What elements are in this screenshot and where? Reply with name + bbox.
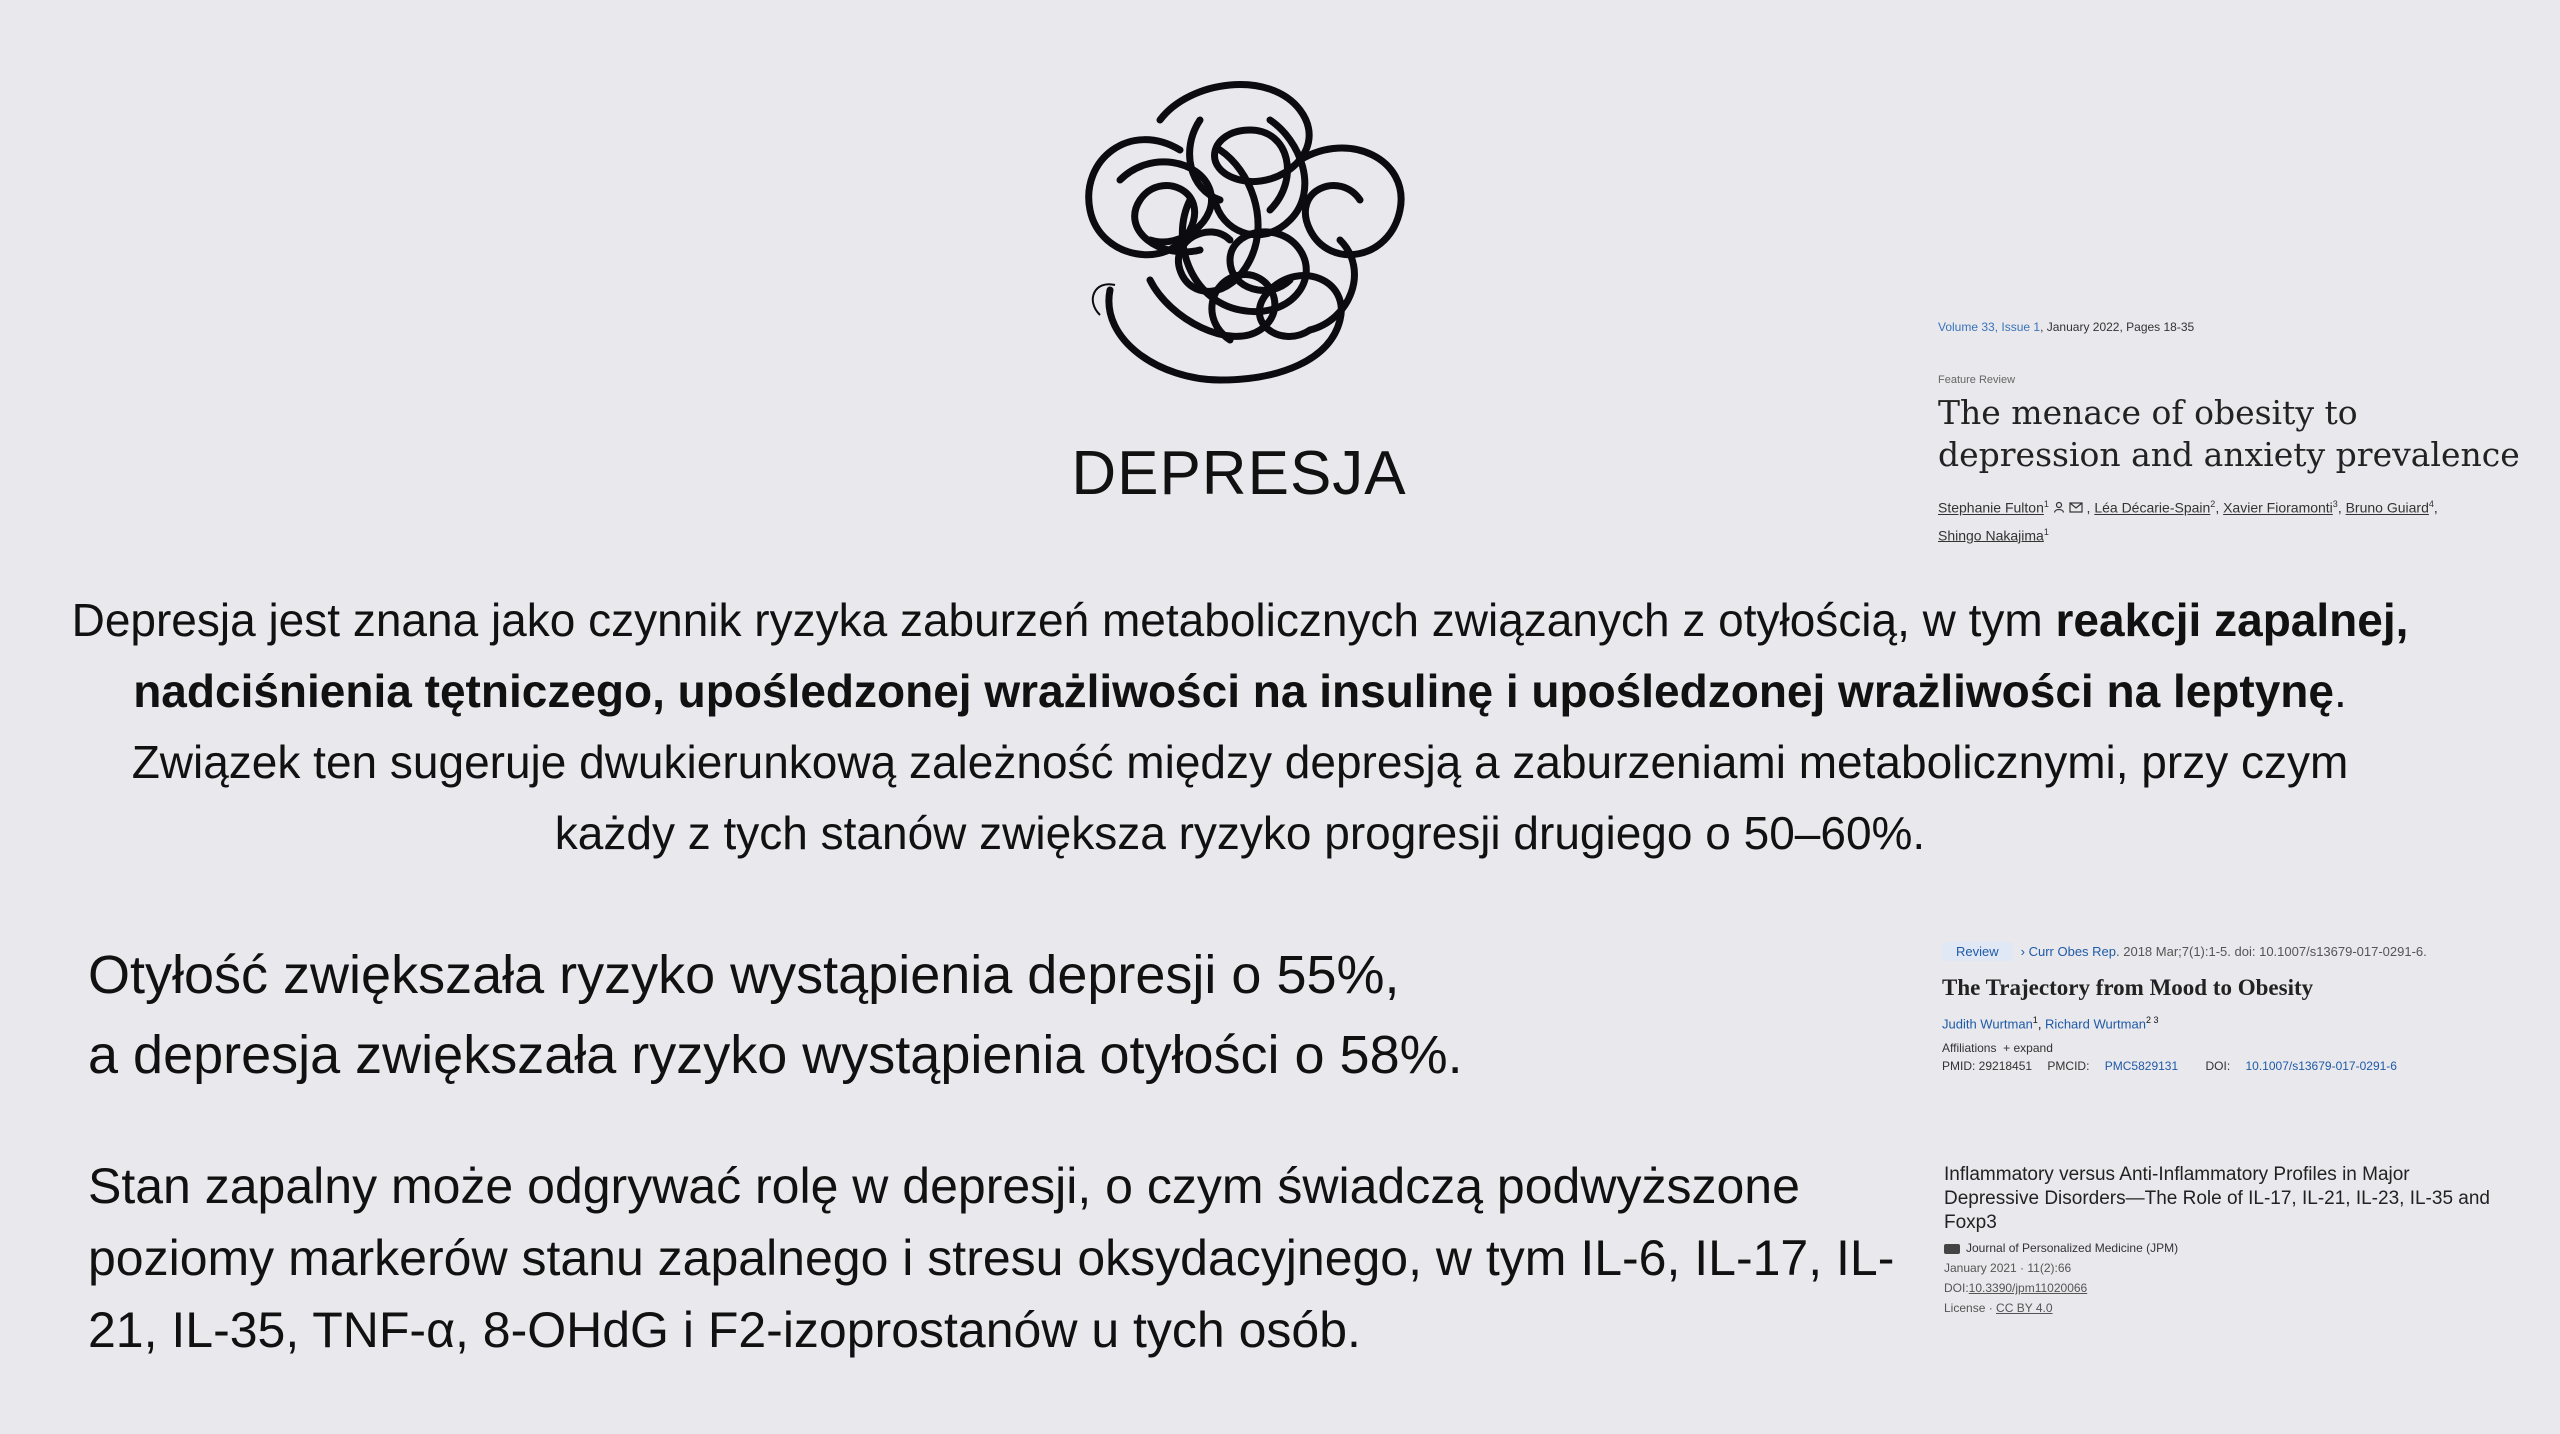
ref1-author-link[interactable]: Léa Décarie-Spain (2094, 499, 2211, 516)
mail-icon[interactable] (2069, 500, 2087, 516)
tangled-scribble-illustration (1040, 60, 1440, 410)
ref2-affiliations-label: Affiliations (1942, 1041, 1997, 1056)
ref2-affiliations (1942, 1041, 2552, 1055)
intro-text-1: Depresja jest znana jako czynnik ryzyka zaburzeń metabolicznych związanych z otyłością, w tym (71, 594, 2056, 646)
inflammation-paragraph: Stan zapalny może odgrywać rolę w depresji, o czym świadczą podwyższone poziomy markerów stanu zapalnego i stresu oksydacyjnego, w tym IL-6, IL-17, IL-21, IL-35, TNF-α, 8-OHdG i F2-izoprostanów u tych osób. (88, 1158, 1895, 1358)
ref3-license-label: License · (1944, 1301, 1997, 1315)
stat-line-1: Otyłość zwiększała ryzyko wystąpienia depresji o 55%, (88, 945, 1400, 1005)
intro-text-2: . Związek ten sugeruje dwukierunkową zależność między depresją a zaburzeniami metabolicznymi, przy czym każdy z tych stanów zwiększa ryzyko progresji drugiego o 50–60%. (131, 665, 2349, 859)
ref3-date: January 2021 · 11(2):66 (1944, 1261, 2072, 1275)
ref1-author-sup: 1 (2043, 499, 2049, 509)
ref2-doi-label: DOI: (2205, 1059, 2231, 1074)
ref1-volume-link[interactable]: Volume 33, Issue 1 (1938, 320, 2041, 334)
stat-line-2: a depresja zwiększała ryzyko wystąpienia otyłości o 58%. (88, 1025, 1463, 1085)
ref1-author-link[interactable]: Shingo Nakajima (1938, 527, 2044, 544)
ref2-author-sup: 1 (2032, 1015, 2038, 1025)
ref1-author-link[interactable]: Stephanie Fulton (1938, 499, 2044, 516)
ref2-author-sup: 2 3 (2145, 1015, 2159, 1025)
reference-card-obesity-anxiety (1938, 320, 2548, 547)
intro-paragraph (70, 585, 2410, 869)
ref3-journal-name: Journal of Personalized Medicine (JPM) (1966, 1241, 2179, 1255)
ref2-journal-link[interactable]: Curr Obes Rep (2028, 944, 2117, 959)
ref1-author-sup: 4 (2428, 499, 2434, 509)
ref1-title: The menace of obesity to depression and anxiety prevalence (1938, 393, 2520, 474)
ref2-citation: . 2018 Mar;7(1):1-5. doi: 10.1007/s13679-017-0291-6. (2116, 944, 2427, 959)
ref2-pmid: PMID: 29218451 (1942, 1059, 2033, 1074)
journal-logo-icon (1944, 1244, 1960, 1254)
ref2-authors: Judith Wurtman$^1$, Richard Wurtman$^{2 3}$ (1942, 1015, 2159, 1032)
ref2-title: The Trajectory from Mood to Obesity (1942, 975, 2314, 1000)
ref3-title: Inflammatory versus Anti-Inflammatory Profiles in Major Depressive Disorders—The Role of IL-17, IL-21, IL-23, IL-35 and Foxp3 (1944, 1164, 2490, 1233)
ref1-author-link[interactable]: Xavier Fioramonti (2223, 499, 2333, 516)
ref2-citation-line (1942, 942, 2552, 961)
ref1-author-link[interactable]: Bruno Guiard (2345, 499, 2429, 516)
ref1-article-type: Feature Review (1938, 374, 2016, 386)
ref3-doi-link[interactable]: 10.3390/jpm11020066 (1968, 1281, 2088, 1295)
slide-title: DEPRESJA (1071, 439, 1407, 508)
ref3-journal (1944, 1241, 2504, 1255)
ref2-author-link[interactable]: Richard Wurtman (2045, 1016, 2146, 1032)
person-icon[interactable] (2053, 500, 2069, 516)
ref2-doi-link[interactable]: 10.1007/s13679-017-0291-6 (2245, 1059, 2397, 1074)
ref2-expand-button[interactable]: + expand (2003, 1041, 2053, 1056)
ref1-authors: Stephanie Fulton$^1$ , Léa Décarie-Spain$^2$, Xavier Fioramonti$^3$, Bruno Guiard$^4$, Shingo Nakajima$^1$ (1938, 499, 2438, 544)
ref2-review-badge: Review (1942, 942, 2013, 961)
ref2-identifiers (1942, 1059, 2552, 1073)
ref1-author-sup: 1 (2043, 526, 2049, 537)
intro-bold-text: reakcji zapalnej, nadciśnienia tętniczego, upośledzonej wrażliwości na insulinę i upośledzonej wrażliwości na leptynę (133, 594, 2409, 717)
ref3-license (1944, 1301, 2504, 1315)
ref3-doi (1944, 1281, 2504, 1295)
obesity-statistic (88, 935, 1463, 1095)
ref3-license-link[interactable]: CC BY 4.0 (1996, 1301, 2053, 1315)
chevron-right-icon: › (2020, 944, 2025, 959)
reference-card-mood-obesity (1942, 942, 2552, 1073)
ref1-author-sup: 3 (2332, 499, 2338, 509)
ref1-meta (1938, 320, 2548, 334)
ref2-pmcid-link[interactable]: PMC5829131 (2104, 1059, 2179, 1074)
ref2-pmcid-label: PMCID: (2047, 1059, 2090, 1074)
ref2-author-link[interactable]: Judith Wurtman (1942, 1016, 2033, 1032)
ref1-date-pages: , January 2022, Pages 18-35 (2040, 320, 2195, 334)
ref3-doi-label: DOI: (1944, 1281, 1969, 1295)
ref1-author-sup: 2 (2210, 499, 2216, 509)
reference-card-inflammatory-profiles (1944, 1163, 2504, 1315)
